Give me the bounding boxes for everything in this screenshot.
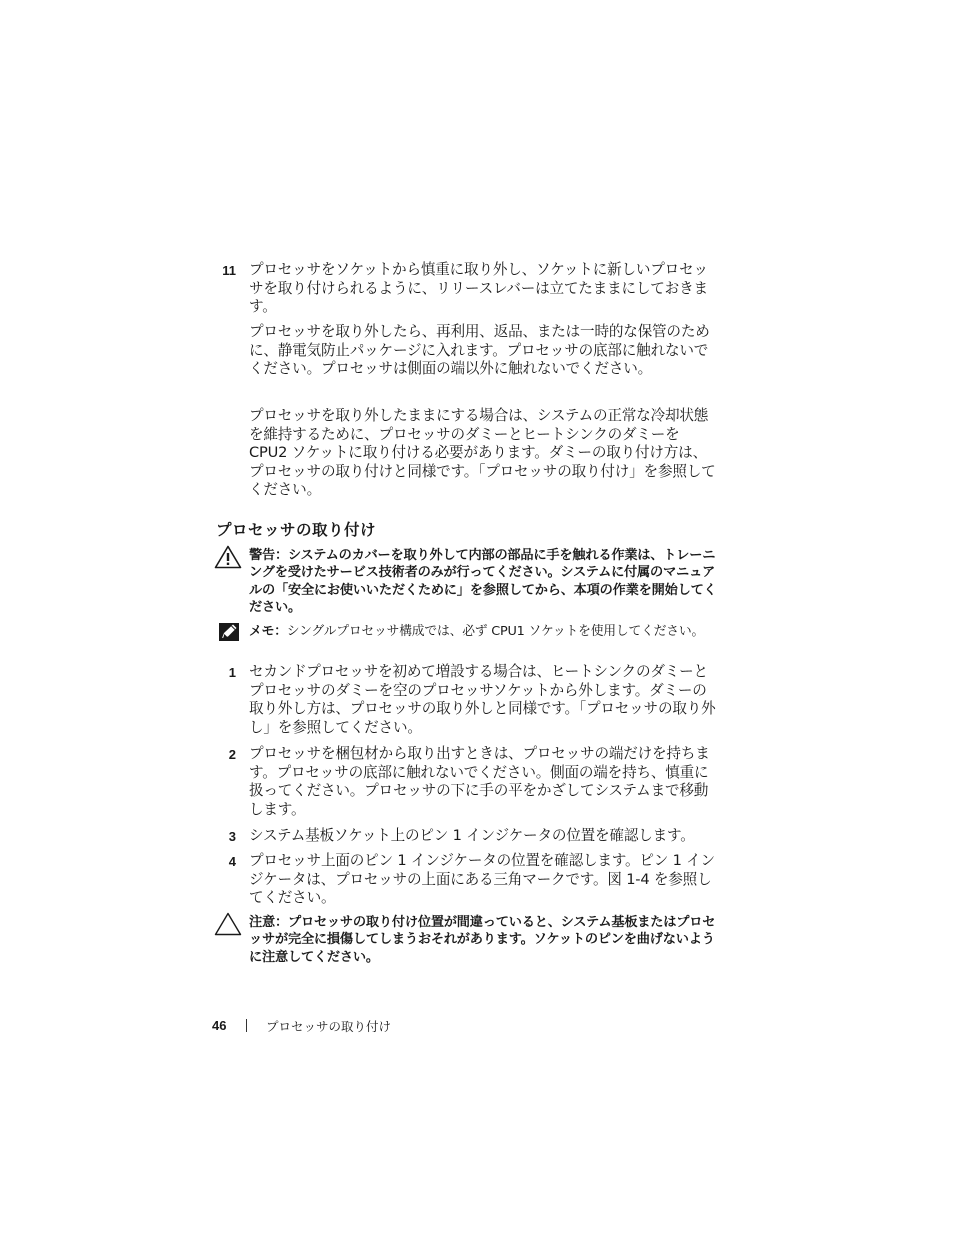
step-number: 2: [228, 747, 236, 762]
step-number: 1: [228, 665, 236, 680]
step-4-text: プロセッサ上面のピン 1 インジケータの位置を確認します。ピン 1 インジケータは、プロセッサの上面にある三角マークです。図 1-4 を参照してください。: [249, 852, 715, 907]
caution-label: 注意：: [249, 915, 288, 930]
memo-label: メモ：: [249, 624, 287, 639]
caution-text: プロセッサの取り付け位置が間違っていると、システム基板またはプロセッサが完全に損傷してしまうおそれがあります。ソケットのピンを曲げないように注意してください。: [249, 915, 716, 965]
step-11-paragraph-1: プロセッサをソケットから慎重に取り外し、ソケットに新しいプロセッサを取り付けられるように、リリースレバーは立てたままにしておきます。: [249, 261, 708, 316]
memo-text: シングルプロセッサ構成では、必ず CPU1 ソケットを使用してください。: [286, 624, 705, 639]
footer-section-title: プロセッサの取り付け: [266, 1019, 392, 1034]
warning-triangle-icon: [214, 545, 242, 569]
step-number: 3: [228, 829, 236, 844]
page-number: 46: [212, 1018, 227, 1033]
warning-label: 警告：: [249, 548, 288, 563]
step-number: 4: [228, 854, 236, 869]
step-11-paragraph-2: プロセッサを取り外したら、再利用、返品、または一時的な保管のために、静電気防止パッケージに入れます。プロセッサの底部に触れないでください。プロセッサは側面の端以外に触れないでください。: [249, 323, 710, 378]
step-11-paragraph-3: プロセッサを取り外したままにする場合は、システムの正常な冷却状態を維持するために、プロセッサのダミーとヒートシンクのダミーを CPU2 ソケットに取り付ける必要があります。ダミーの取り付け方は、プロセッサの取り付けと同様です。「プロセッサの取り付け」を参照してください。: [249, 407, 716, 499]
section-heading: プロセッサの取り付け: [216, 521, 377, 539]
footer-divider: [246, 1019, 247, 1032]
step-2-text: プロセッサを梱包材から取り出すときは、プロセッサの端だけを持ちます。プロセッサの底部に触れないでください。側面の端を持ち、慎重に扱ってください。プロセッサの下に手の平をかざしてシステムまで移動します。: [249, 745, 710, 818]
memo-notice: [249, 623, 719, 640]
step-3-text: システム基板ソケット上のピン 1 インジケータの位置を確認します。: [249, 827, 695, 844]
warning-text: システムのカバーを取り外して内部の部品に手を触れる作業は、トレーニングを受けたサービス技術者のみが行ってください。システムに付属のマニュアルの「安全にお使いいただくために」を参照してから、本項の作業を開始してください。: [249, 548, 717, 616]
warning-notice: [249, 547, 719, 617]
step-number: 11: [222, 263, 236, 278]
caution-notice: [249, 914, 719, 966]
caution-triangle-icon: [214, 912, 242, 936]
step-1-text: セカンドプロセッサを初めて増設する場合は、ヒートシンクのダミーとプロセッサのダミーを空のプロセッサソケットから外します。ダミーの取り外し方は、プロセッサの取り外しと同様です。「プロセッサの取り外し」を参照してください。: [249, 663, 716, 736]
note-pencil-icon: [218, 622, 240, 642]
